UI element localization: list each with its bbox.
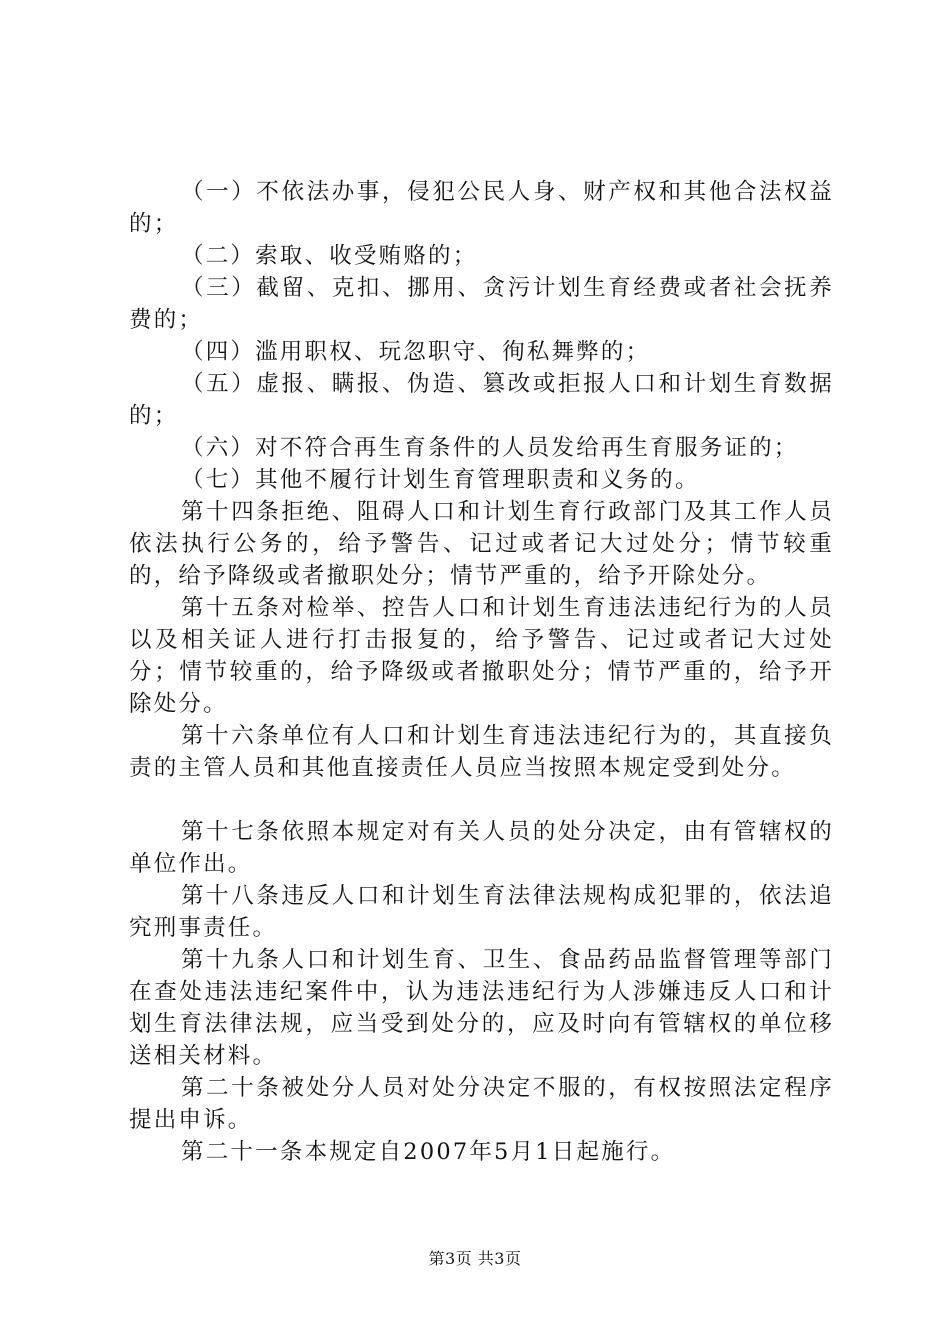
clause-item-1: （一）不依法办事，侵犯公民人身、财产权和其他合法权益的； bbox=[129, 179, 834, 237]
clause-item-2: （二）索取、收受贿赂的； bbox=[181, 243, 478, 269]
clause-item-6: （六）对不符合再生育条件的人员发给再生育服务证的； bbox=[181, 435, 799, 461]
article-21: 第二十一条本规定自2007年5月1日起施行。 bbox=[181, 1139, 676, 1165]
article-14: 第十四条拒绝、阻碍人口和计划生育行政部门及其工作人员依法执行公务的，给予警告、记过或者记大过处分；情节较重的，给予降级或者撤职处分；情节严重的，给予开除处分。 bbox=[129, 499, 834, 589]
article-20: 第二十条被处分人员对处分决定不服的，有权按照法定程序提出申诉。 bbox=[129, 1075, 834, 1133]
clause-item-3: （三）截留、克扣、挪用、贪污计划生育经费或者社会抚养费的； bbox=[129, 275, 834, 333]
article-19: 第十九条人口和计划生育、卫生、食品药品监督管理等部门在查处违法违纪案件中，认为违法违纪行为人涉嫌违反人口和计划生育法律法规，应当受到处分的，应及时向有管辖权的单位移送相关材料。 bbox=[129, 947, 834, 1069]
article-17: 第十七条依照本规定对有关人员的处分决定，由有管辖权的单位作出。 bbox=[129, 819, 834, 877]
article-18: 第十八条违反人口和计划生育法律法规构成犯罪的，依法追究刑事责任。 bbox=[129, 883, 834, 941]
page-number-label: 第3页 共3页 bbox=[428, 1249, 522, 1268]
clause-item-7: （七）其他不履行计划生育管理职责和义务的。 bbox=[181, 467, 700, 493]
clause-item-4: （四）滥用职权、玩忽职守、徇私舞弊的； bbox=[181, 339, 651, 365]
article-16: 第十六条单位有人口和计划生育违法违纪行为的，其直接负责的主管人员和其他直接责任人员应当按照本规定受到处分。 bbox=[129, 723, 834, 781]
clause-item-5: （五）虚报、瞒报、伪造、篡改或拒报人口和计划生育数据的； bbox=[129, 371, 834, 429]
page-footer bbox=[0, 1246, 950, 1269]
document-body bbox=[129, 176, 834, 1168]
article-15: 第十五条对检举、控告人口和计划生育违法违纪行为的人员以及相关证人进行打击报复的，给予警告、记过或者记大过处分；情节较重的，给予降级或者撤职处分；情节严重的，给予开除处分。 bbox=[129, 595, 834, 717]
